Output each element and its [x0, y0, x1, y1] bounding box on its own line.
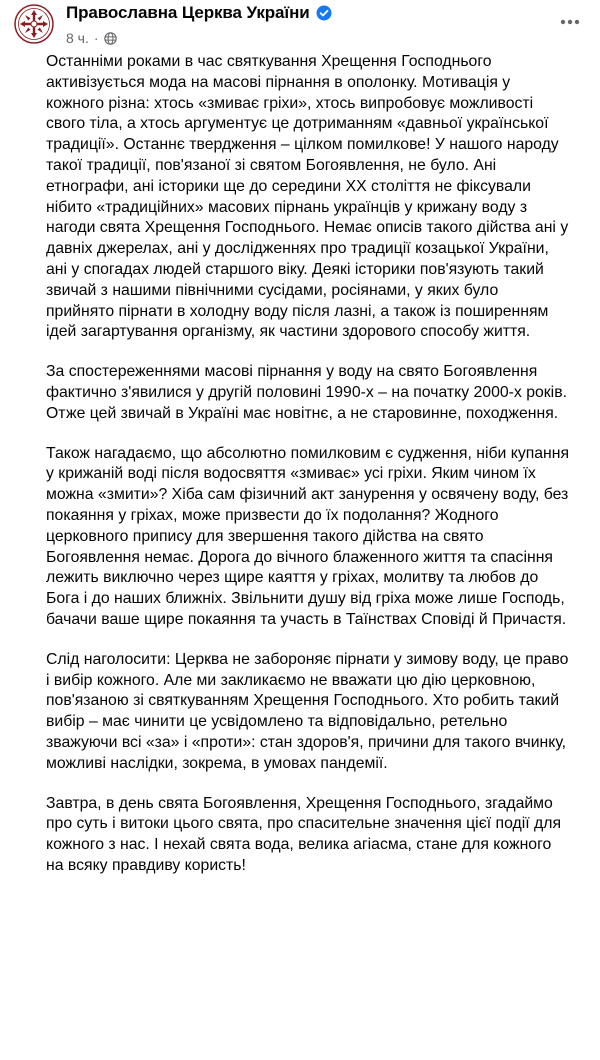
post-timestamp[interactable]: 8 ч. [66, 30, 89, 46]
page-name-link[interactable]: Православна Церква України [66, 3, 310, 22]
page-name-row [66, 2, 332, 24]
page-avatar[interactable] [14, 4, 54, 44]
post-header [0, 0, 600, 52]
post-paragraph-2: За спостереженнями масові пірнання у воду на свято Богоявлення фактично з'явилися у другій половині 1990-х – на початку 2000-х років. Отже цей звичай в Україні має новітнє, а не старовинне, походження. [46, 363, 567, 422]
post-paragraph-3: Також нагадаємо, що абсолютно помилковим є судження, ніби купання у крижаній воді після водосвяття «змиває» усі гріхи. Яким чином їх можна «змити»? Хіба сам фізичний акт занурення у освячену воду, без покаяння у гріхах, може призвести до їх подолання? Жодного церковного припису для звершення такого дійства на свято Богоявлення немає. Дорога до вічного блаженного життя та спасіння лежить виключно через щире каяття у гріхах, молитву та любов до Бога і до наших ближніх. Звільнити душу від гріха може лише Господь, бачачи ваше щире покаяння та участь в Таїнствах Сповіді й Причастя. [46, 444, 570, 628]
post-paragraph-4: Слід наголосити: Церква не забороняє пірнати у зимову воду, це право і вибір кожного. Але ми закликаємо не вважати цю дію церковною, пов'язаною зі святкуванням Хрещення Господнього. Хто робить такий вибір – має чинити це усвідомлено та відповідально, ретельно зважуючи всі «за» і «проти»: стан здоров'я, причини для такого вчинку, можливі наслідки, зокрема, в умовах пандемії. [46, 650, 569, 772]
ocu-emblem-icon [14, 4, 54, 44]
post-paragraph-1: Останніми роками в час святкування Хрещення Господнього активізується мода на масові пірнання в ополонку. Мотивація у кожного різна: хтось «змиває гріхи», хтось випробовує можливості свого тіла, а хтось аргументує це дотриманням «давньої української традиції». Останнє твердження – цілком помилкове! У нашого народу такої традиції, пов'язаної зі святом Богоявлення, не було. Ані етнографи, ані історики ще до середини ХХ століття не фіксували нібито «традиційних» масових пірнань українців у крижану воду з нагоди свята Хрещення Господнього. Немає описів такого дійства ані у давніх джерелах, ані у дослідженнях про традиції козацької України, ані у спогадах людей старшого віку. Деякі історики пов'язують такий звичай з нашими північними сусідами, росіянами, у яких було прийнято пірнати в холодну воду після лазні, а також із поширенням ідей загартування організму, як частини здорового способу життя. [46, 53, 569, 341]
post-paragraph-5: Завтра, в день свята Богоявлення, Хрещення Господнього, згадаймо про суть і витоки цього свята, про спасительне значення цієї події для кожного з нас. І нехай свята вода, велика агіасма, стане для кожного на всяку правдиву користь! [46, 794, 562, 874]
post-meta [66, 28, 332, 48]
post-body [0, 52, 600, 896]
more-options-button[interactable] [558, 12, 582, 32]
verified-badge-icon [316, 5, 332, 21]
header-text [66, 2, 332, 48]
meta-separator: · [93, 30, 99, 46]
globe-icon[interactable] [104, 32, 117, 45]
more-options-icon [560, 19, 580, 25]
